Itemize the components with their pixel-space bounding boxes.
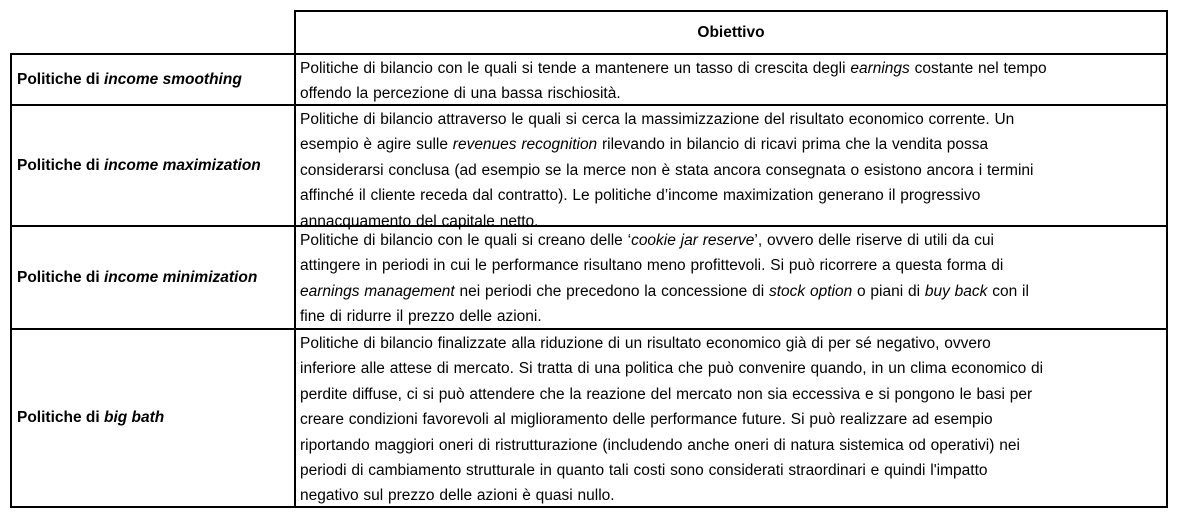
objective-header: Obiettivo <box>294 10 1168 53</box>
description-line: esempio è agire sulle revenues recognition rilevando in bilancio di ricavi prima che la vendita possa <box>300 136 989 154</box>
header-empty-cell <box>10 10 294 53</box>
description-line: considerarsi conclusa (ad esempio se la merce non è stata ancora consegnata o esistono ancora i termini <box>300 161 1034 179</box>
policy-label: Politiche di income minimization <box>10 225 294 328</box>
description-line: earnings management nei periodi che precedono la concessione di stock option o piani di buy back con il <box>300 282 1029 300</box>
description-line: periodi di cambiamento strutturale in quanto tali costi sono considerati straordinari e quindi l'impatto <box>300 462 988 480</box>
description-line: attingere in periodi in cui le performance risultano meno profittevoli. Si può ricorrere a questa forma di <box>300 257 1004 275</box>
policy-label: Politiche di big bath <box>10 328 294 508</box>
description-line: creare condizioni favorevoli al miglioramento delle performance future. Si può realizzare ad esempio <box>300 411 993 429</box>
policy-label-italic: income maximization <box>104 156 261 174</box>
description-line: inferiore alle attese di mercato. Si tratta di una politica che può convenire quando, in un clima economico di <box>300 360 1044 378</box>
policy-label: Politiche di income smoothing <box>10 53 294 104</box>
policy-label-italic: income minimization <box>104 268 258 286</box>
policy-description <box>294 225 1168 328</box>
table-row <box>10 328 1168 508</box>
description-line: Politiche di bilancio con le quali si creano delle ‘cookie jar reserve’, ovvero delle riserve di utili da cui <box>300 232 994 249</box>
description-line: negativo sul prezzo delle azioni è quasi nullo. <box>300 487 615 505</box>
description-line: offendo la percezione di una bassa rischiosità. <box>300 85 621 103</box>
table-header-row <box>10 10 1168 53</box>
table-row <box>10 104 1168 230</box>
policy-description <box>294 104 1168 230</box>
description-line: riportando maggiori oneri di ristrutturazione (includendo anche oneri di natura sistemica od operativi) nei <box>300 436 1020 454</box>
description-line: Politiche di bilancio finalizzate alla riduzione di un risultato economico già di per sé negativo, ovvero <box>300 335 991 352</box>
description-line: fine di ridurre il prezzo delle azioni. <box>300 308 542 326</box>
policy-description <box>294 53 1168 104</box>
description-line: perdite diffuse, ci si può attendere che la reazione del mercato non sia eccessiva e si pongono le basi per <box>300 385 1033 403</box>
table-row <box>10 53 1168 104</box>
table-row <box>10 225 1168 328</box>
policy-label: Politiche di income maximization <box>10 104 294 225</box>
description-line: annacquamento del capitale netto. <box>300 212 539 230</box>
description-line: affinché il cliente receda dal contratto). Le politiche d’income maximization generano il progressivo <box>300 187 981 205</box>
description-line: Politiche di bilancio con le quali si tende a mantenere un tasso di crescita degli earnings costante nel tempo <box>300 60 1047 77</box>
policy-label-italic: income smoothing <box>104 70 242 88</box>
policy-description <box>294 328 1168 508</box>
policy-label-italic: big bath <box>104 409 165 426</box>
policies-table <box>10 10 1168 508</box>
description-line: Politiche di bilancio attraverso le quali si cerca la massimizzazione del risultato economico corrente. Un <box>300 111 1015 128</box>
